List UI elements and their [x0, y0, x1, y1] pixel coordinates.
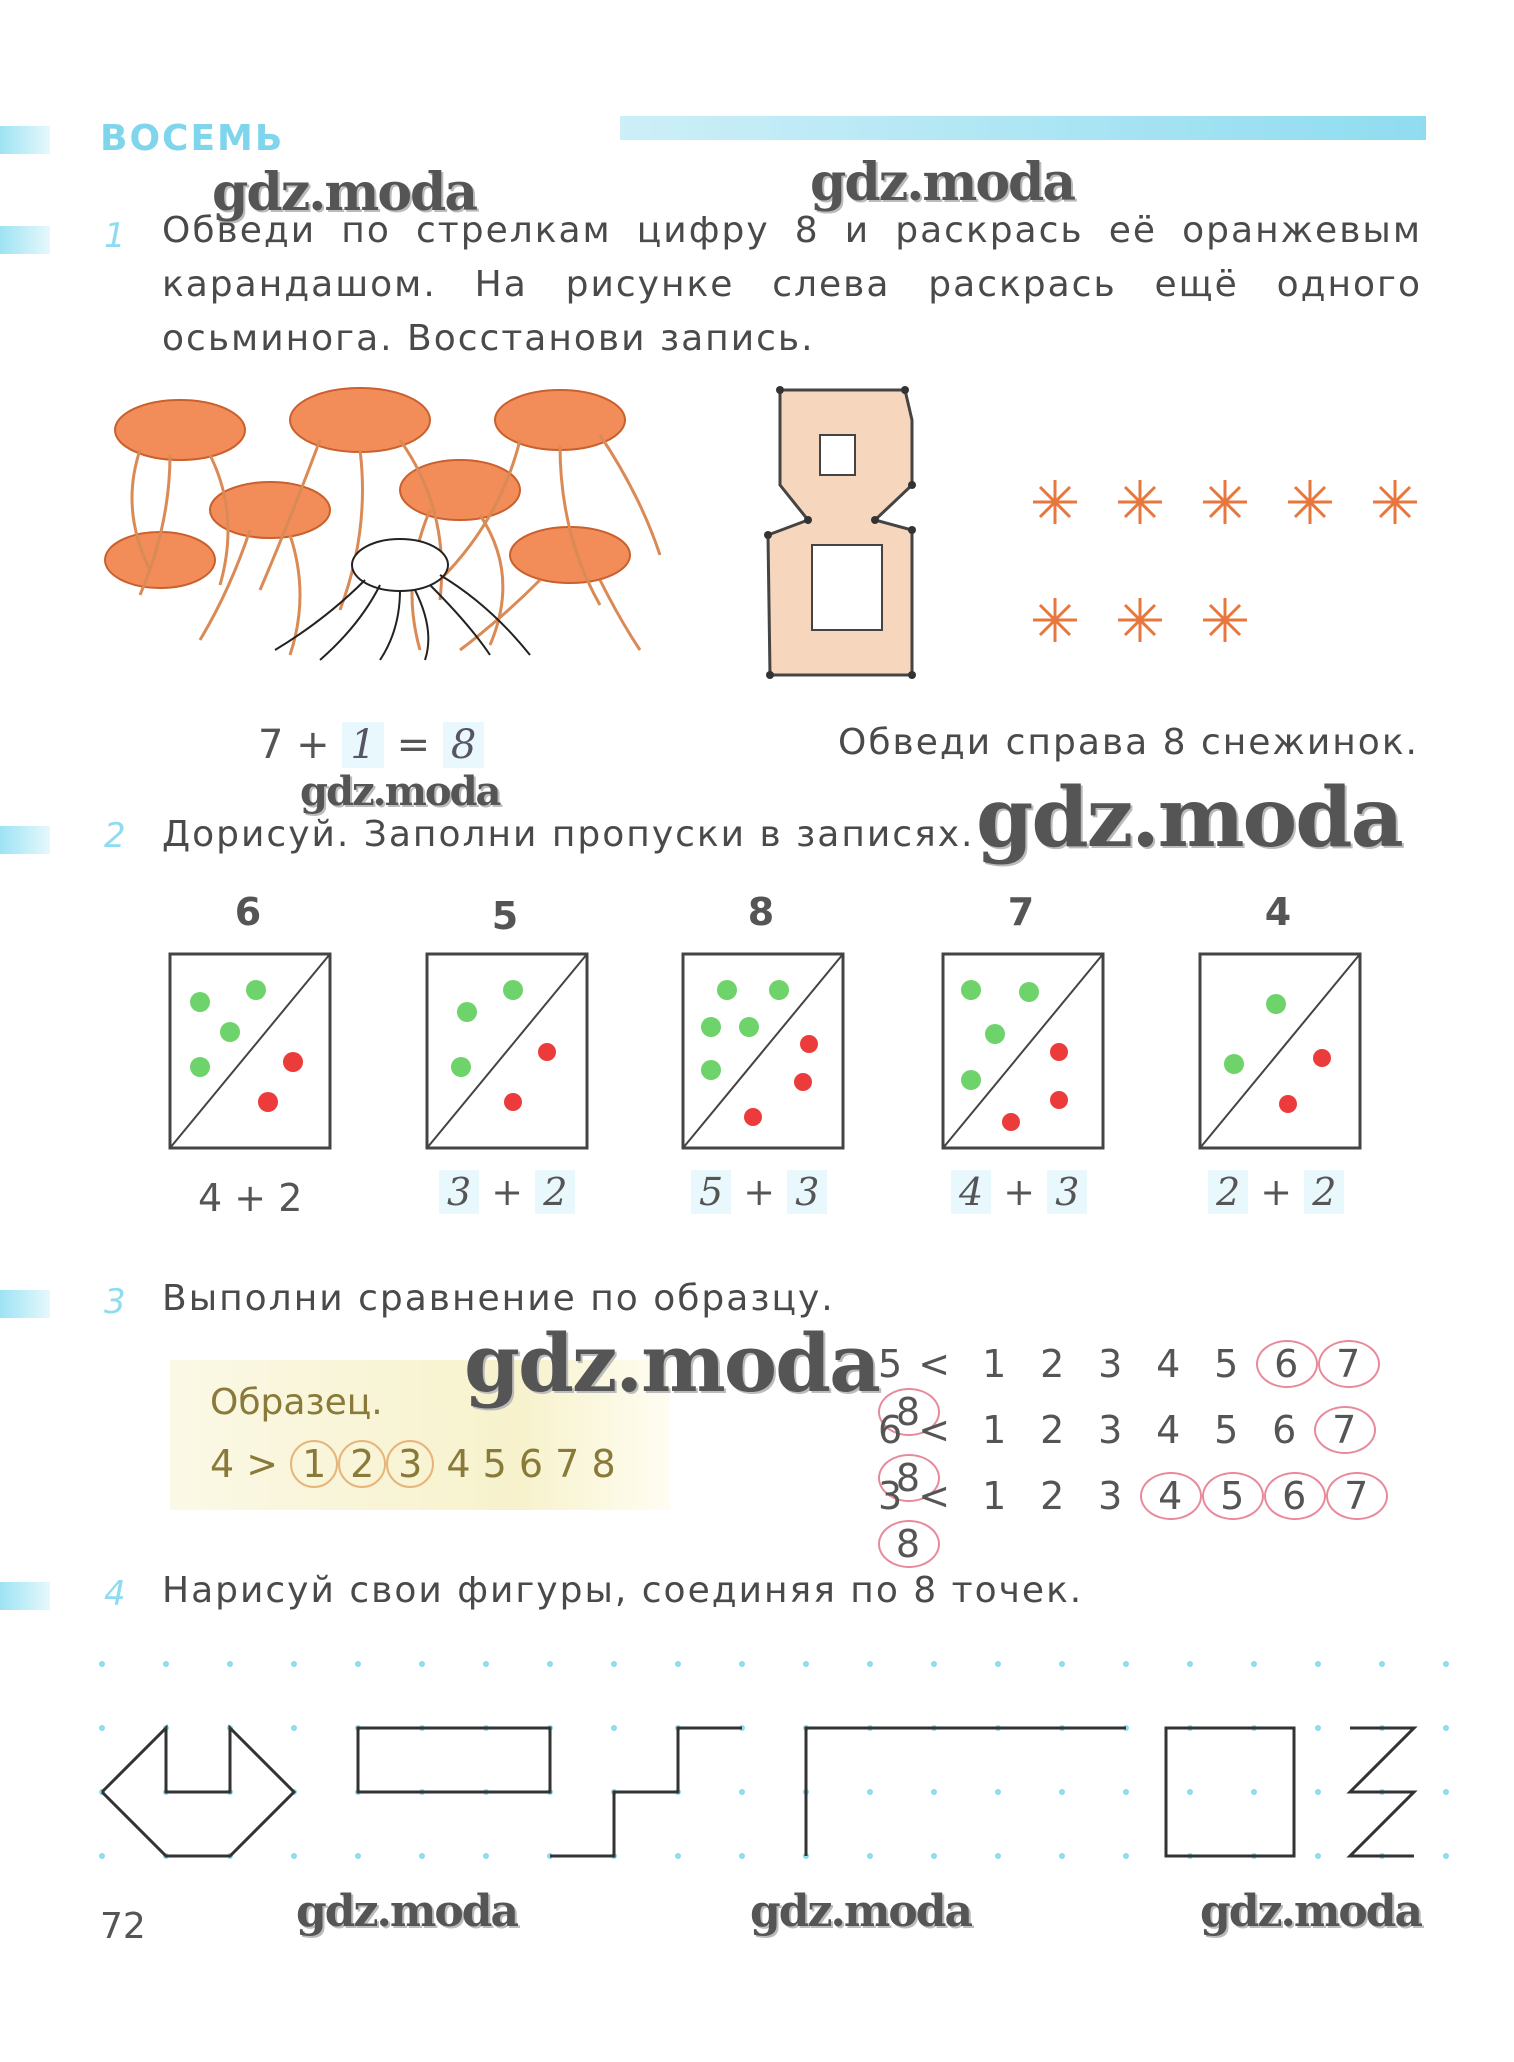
card-op: + [1003, 1170, 1036, 1214]
row-num: 4 [1156, 1342, 1183, 1386]
digit-eight-tracing [760, 385, 930, 685]
card-op: + [234, 1176, 267, 1220]
card-total: 8 [747, 890, 775, 934]
card-right[interactable]: 2 [1304, 1170, 1344, 1214]
eq-result[interactable]: 8 [443, 722, 484, 768]
octopus-illustration [100, 380, 670, 670]
card-dots [168, 952, 333, 1152]
row-sign: < [918, 1342, 953, 1386]
domino-cards [168, 880, 1428, 1240]
sample-sign: > [246, 1442, 279, 1486]
row-num-circled[interactable]: 7 [1318, 1340, 1380, 1388]
card-dots [941, 952, 1106, 1152]
task-2-number: 2 [104, 816, 126, 856]
row-num: 1 [982, 1342, 1009, 1386]
card-op: + [1260, 1170, 1293, 1214]
watermark: gdz.moda [810, 152, 1075, 213]
row-num: 1 [982, 1474, 1009, 1518]
watermark: gdz.moda [300, 768, 500, 815]
card-dots [1198, 952, 1363, 1152]
page-number: 72 [100, 1906, 146, 1947]
card-sum [1208, 1170, 1344, 1214]
card-sum [951, 1170, 1087, 1214]
sample-num: 8 [591, 1442, 616, 1486]
comparison-row-2 [878, 1406, 1438, 1500]
row-num: 6 [1272, 1408, 1299, 1452]
sample-num: 5 [482, 1442, 507, 1486]
row-num-circled[interactable]: 8 [878, 1388, 940, 1436]
card-left[interactable]: 5 [691, 1170, 731, 1214]
sample-row [210, 1440, 616, 1488]
row-sign: < [918, 1408, 953, 1452]
sample-num: 3 [386, 1440, 434, 1488]
eq-equals: = [396, 722, 431, 768]
comparison-row-1 [878, 1340, 1438, 1434]
row-lead: 5 [878, 1342, 905, 1386]
sample-title: Образец. [210, 1382, 383, 1423]
card-sum [439, 1170, 575, 1214]
eq-plus: + [296, 722, 330, 768]
card-left[interactable]: 3 [439, 1170, 479, 1214]
task-1-number: 1 [104, 216, 126, 256]
sample-lead: 4 [210, 1442, 235, 1486]
row-num: 4 [1156, 1408, 1183, 1452]
card-total: 4 [1264, 890, 1292, 934]
page-title: ВОСЕМЬ [100, 118, 285, 159]
row-num-circled[interactable]: 8 [878, 1520, 940, 1568]
snowflake-instruction: Обведи справа 8 снежинок. [838, 722, 1419, 763]
row-num: 1 [982, 1408, 1009, 1452]
card-right: 2 [278, 1176, 303, 1220]
row-num: 3 [1098, 1408, 1125, 1452]
row-num: 2 [1040, 1342, 1067, 1386]
task-1-text: Обведи по стрелкам цифру 8 и раскрась её оранжевым карандашом. На рисунке слева раскрась ещё одного осьминога. Восстанови запись. [162, 210, 1422, 359]
card-op: + [743, 1170, 776, 1214]
row-lead: 6 [878, 1408, 905, 1452]
task-4-number: 4 [104, 1574, 126, 1614]
card-left[interactable]: 4 [951, 1170, 991, 1214]
card-op: + [491, 1170, 524, 1214]
row-num: 5 [1214, 1342, 1241, 1386]
comparison-row-3 [878, 1472, 1438, 1566]
task-3-text: Выполни сравнение по образцу. [162, 1278, 835, 1319]
row-num: 3 [1098, 1474, 1125, 1518]
eq-term-b[interactable]: 1 [342, 722, 383, 768]
card-right[interactable]: 3 [787, 1170, 827, 1214]
card-total: 7 [1007, 890, 1035, 934]
task-2-text: Дорисуй. Заполни пропуски в записях. [162, 814, 975, 855]
card-total: 5 [491, 894, 519, 938]
sample-num: 7 [555, 1442, 580, 1486]
watermark: gdz.moda [1200, 1886, 1422, 1937]
row-num: 2 [1040, 1474, 1067, 1518]
card-left[interactable]: 2 [1208, 1170, 1248, 1214]
row-num-circled[interactable]: 7 [1326, 1472, 1388, 1520]
sample-num: 4 [446, 1442, 471, 1486]
row-num-circled[interactable]: 8 [878, 1454, 940, 1502]
task-3-number: 3 [104, 1282, 126, 1322]
card-sum [691, 1170, 827, 1214]
row-num-circled[interactable]: 5 [1202, 1472, 1264, 1520]
row-num: 2 [1040, 1408, 1067, 1452]
card-dots [425, 952, 590, 1152]
card-dots [681, 952, 846, 1152]
card-total: 6 [234, 890, 262, 934]
header-band [620, 116, 1426, 140]
row-num-circled[interactable]: 4 [1140, 1472, 1202, 1520]
sample-num: 1 [290, 1440, 338, 1488]
watermark: gdz.moda [296, 1886, 518, 1937]
dot-grid-figures[interactable] [90, 1650, 1450, 1880]
card-sum [198, 1176, 302, 1220]
row-num-circled[interactable]: 7 [1314, 1406, 1376, 1454]
row-num-circled[interactable]: 6 [1264, 1472, 1326, 1520]
task-2-marker [0, 826, 50, 854]
row-lead: 3 [878, 1474, 905, 1518]
row-sign: < [918, 1474, 953, 1518]
row-num: 3 [1098, 1342, 1125, 1386]
watermark: gdz.moda [464, 1316, 879, 1410]
card-right[interactable]: 2 [535, 1170, 575, 1214]
task-4-text: Нарисуй свои фигуры, соединяя по 8 точек. [162, 1570, 1084, 1611]
task-4-marker [0, 1582, 50, 1610]
row-num-circled[interactable]: 6 [1256, 1340, 1318, 1388]
row-num: 5 [1214, 1408, 1241, 1452]
comparison-rows [878, 1340, 1438, 1566]
watermark: gdz.moda [212, 162, 477, 223]
watermark: gdz.moda [750, 1886, 972, 1937]
task-1-equation [258, 722, 484, 768]
watermark: gdz.moda [976, 770, 1402, 866]
task-1-marker [0, 226, 50, 254]
card-right[interactable]: 3 [1047, 1170, 1087, 1214]
card-left: 4 [198, 1176, 223, 1220]
eq-term-a: 7 [258, 722, 284, 768]
snowflakes [1020, 470, 1440, 670]
sample-num: 6 [518, 1442, 544, 1486]
sample-num: 2 [338, 1440, 386, 1488]
task-3-marker [0, 1290, 50, 1318]
header-tab-marker [0, 126, 50, 154]
